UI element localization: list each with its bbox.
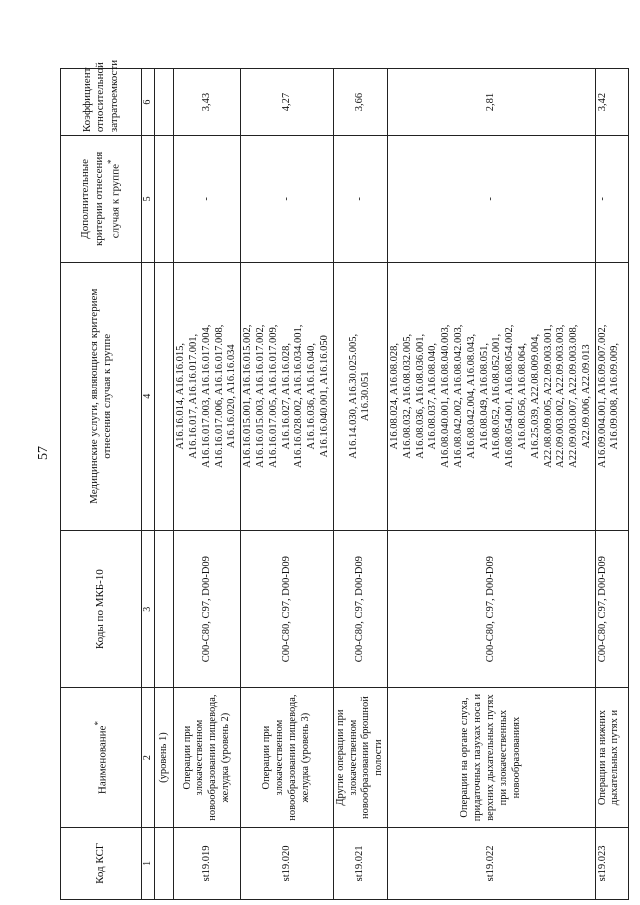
column-number: 5	[142, 136, 155, 262]
cell-name: Операции при злокачественном новообразовании пищевода, желудка (уровень 2)	[174, 688, 241, 827]
cell-icd	[155, 530, 174, 687]
table-row	[241, 69, 334, 900]
header-criteria-text: Дополнительные критерии отнесения случая к группе	[79, 151, 122, 247]
cell-criteria: -	[174, 136, 241, 262]
column-number: 2	[142, 688, 155, 827]
cell-name: Операции на органе слуха, придаточных пазухах носа и верхних дыхательных путях при злокачественных новообразованиях	[387, 688, 595, 827]
cell-criteria: -	[595, 136, 628, 262]
cell-code: st19.020	[241, 827, 334, 899]
cell-code: st19.019	[174, 827, 241, 899]
cell-icd: C00-C80, C97, D00-D09	[333, 530, 387, 687]
header-services: Медицинские услуги, являющиеся критерием отнесения случая к группе	[61, 262, 142, 530]
cell-coef: 4,27	[241, 69, 334, 136]
header-code: Код КСГ	[61, 827, 142, 899]
page-number: 57	[36, 446, 51, 460]
cell-name: Другие операции при злокачественном новообразовании брюшной полости	[333, 688, 387, 827]
table-row	[155, 69, 174, 900]
cell-code: st19.023	[595, 827, 628, 899]
header-coef: Коэффициент относительной затратоемкости	[61, 69, 142, 136]
header-name-mark: *	[92, 721, 103, 726]
header-criteria	[61, 136, 142, 262]
rotated-table-wrapper	[60, 59, 621, 900]
cell-services: A16.16.014, A16.16.015, A16.16.017, A16.16.017.001, A16.16.017.003, A16.16.017.004, A16.16.017.006, A16.16.017.008, A16.16.020, A16.16.034	[174, 262, 241, 530]
table-row	[174, 69, 241, 900]
cell-services: A16.14.030, A16.30.025.005, A16.30.051	[333, 262, 387, 530]
cell-code: st19.021	[333, 827, 387, 899]
header-name	[61, 688, 142, 827]
cell-name: Операции на нижних дыхательных путях и	[595, 688, 628, 827]
cell-services: A16.09.004.001, A16.09.007.002, A16.09.008, A16.09.009,	[595, 262, 628, 530]
cell-icd: C00-C80, C97, D00-D09	[241, 530, 334, 687]
table-row	[595, 69, 628, 900]
cell-coef: 2,81	[387, 69, 595, 136]
column-number: 4	[142, 262, 155, 530]
cell-services: A16.16.015.001, A16.16.015.002, A16.16.015.003, A16.16.017.002, A16.16.017.005, A16.16.017.009, A16.16.027, A16.16.028, A16.16.028.002, A16.16.034.001, A16.16.036, A16.16.040, A16.16.040.001, A16.16.050	[241, 262, 334, 530]
table-row	[333, 69, 387, 900]
cell-criteria: -	[387, 136, 595, 262]
table-row	[387, 69, 595, 900]
cell-coef: 3,42	[595, 69, 628, 136]
header-name-text: Наименование	[96, 725, 109, 795]
header-icd: Коды по МКБ-10	[61, 530, 142, 687]
cell-code	[155, 827, 174, 899]
column-number: 1	[142, 827, 155, 899]
cell-coef: 3,66	[333, 69, 387, 136]
cell-services	[155, 262, 174, 530]
column-number-row	[142, 69, 155, 900]
cell-criteria	[155, 136, 174, 262]
cell-name: (уровень 1)	[155, 688, 174, 827]
column-number: 6	[142, 69, 155, 136]
cell-coef: 3,43	[174, 69, 241, 136]
cell-coef	[155, 69, 174, 136]
cell-criteria: -	[241, 136, 334, 262]
ksg-table	[60, 59, 629, 900]
cell-services: A16.08.024, A16.08.028, A16.08.032, A16.08.032.005, A16.08.036, A16.08.036.001, A16.08.037, A16.08.040, A16.08.040.001, A16.08.040.003, A16.08.042.002, A16.08.042.003, A16.08.042.004, A16.08.043, A16.08.049, A16.08.051, A16.08.052, A16.08.052.001, A16.08.054.001, A16.08.054.002, A16.08.056, A16.08.064, A16.25.039, A22.08.009.004, A22.08.009.005, A22.09.003.001, A22.09.003.002, A22.09.003.003, A22.09.003.007, A22.09.003.008, A22.09.006, A22.09.013	[387, 262, 595, 530]
cell-icd: C00-C80, C97, D00-D09	[174, 530, 241, 687]
cell-criteria: -	[333, 136, 387, 262]
cell-icd: C00-C80, C97, D00-D09	[595, 530, 628, 687]
cell-name: Операции при злокачественном новообразовании пищевода, желудка (уровень 3)	[241, 688, 334, 827]
header-criteria-mark: *	[105, 159, 116, 165]
cell-code: st19.022	[387, 827, 595, 899]
column-number: 3	[142, 530, 155, 687]
cell-icd: C00-C80, C97, D00-D09	[387, 530, 595, 687]
